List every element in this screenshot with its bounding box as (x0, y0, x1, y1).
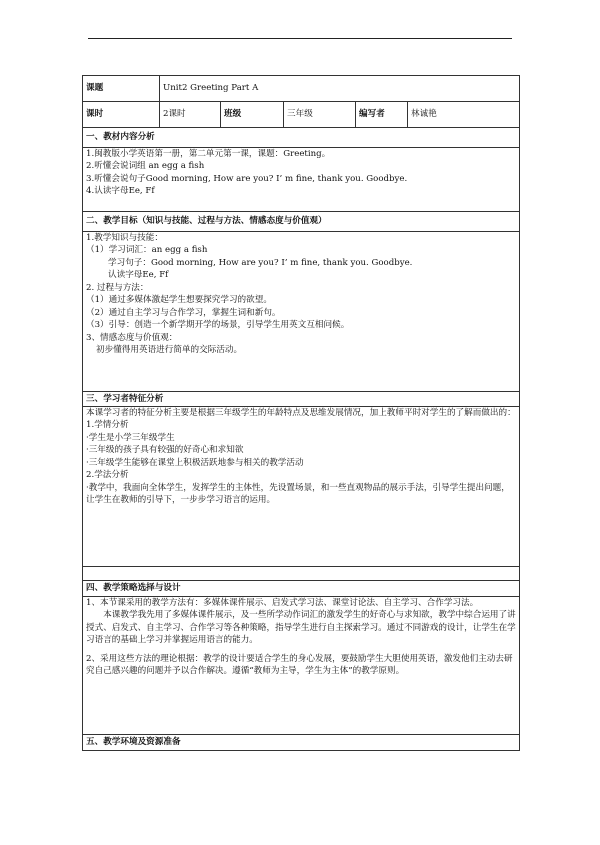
strategy-body (83, 597, 520, 735)
author-value: 林诚艳 (408, 102, 520, 128)
learners-intro: 本课学习者的特征分析主要是根据三年级学生的年龄特点及思维发展情况，加上教师平时对学生的了解而做出的： (86, 408, 516, 418)
learners-line: ·学生是小学三年级学生 (86, 432, 175, 443)
hours-value: 2课时 (160, 102, 221, 128)
learners-title: 三、学习者特征分析 (83, 392, 520, 407)
goals-line: （1）通过多媒体激起学生想要探究学习的欲望。 (86, 295, 272, 306)
goals-line: 1.教学知识与技能： (86, 233, 163, 243)
strategy-para: 1、本节课采用的教学方法有：多媒体课件展示、启发式学习法、课堂讨论法、自主学习、合作学习法。 (86, 598, 479, 608)
content-line: 1.闽教版小学英语第一册，第二单元第一课，课题：Greeting。 (86, 149, 331, 159)
learners-method: ·教学中，我面向全体学生，发挥学生的主体性，先设置场景，和一些直观物品的展示手法，引导学生提出问题，让学生在教师的引导下，一步步学习语言的运用。 (86, 482, 510, 506)
learners-line: ·三年级的孩子具有较强的好奇心和求知欲 (86, 445, 244, 456)
topic-row (83, 76, 520, 102)
goals-title: 二、教学目标（知识与技能、过程与方法、情感态度与价值观） (83, 212, 520, 232)
content-line: 4.认读字母Ee, Ff (86, 186, 155, 197)
hours-label: 课时 (83, 102, 160, 128)
topic-label: 课题 (83, 76, 160, 102)
learners-line: ·三年级学生能够在课堂上积极活跃地参与相关的教学活动 (86, 457, 304, 468)
content-analysis-title: 一、教材内容分析 (83, 128, 520, 148)
empty-row (83, 567, 520, 581)
content-analysis-body (83, 148, 520, 212)
goals-body (83, 232, 520, 392)
strategy-para: 2、采用这些方法的理论根据：教学的设计要适合学生的身心发展，要鼓励学生大胆使用英语，激发他们主动去研究自己感兴趣的问题并予以合作解决。遵循“教师为主导，学生为主体”的教学原则。 (86, 653, 513, 677)
goals-line: 认读字母Ee, Ff (108, 270, 169, 281)
goals-line: （3）引导：创造一个新学期开学的场景，引导学生用英文互相问候。 (86, 320, 350, 331)
header-rule (88, 38, 512, 39)
content-line: 3.听懂会说句子Good morning, How are you? I’ m fine, thank you. Goodbye. (86, 173, 408, 184)
author-label: 编写者 (356, 102, 408, 128)
goals-line: （2）通过自主学习与合作学习，掌握生词和新句。 (86, 307, 281, 318)
lesson-plan-table (82, 75, 520, 751)
class-label: 班级 (221, 102, 284, 128)
learners-line: 1.学情分析 (86, 420, 129, 431)
strategy-title: 四、教学策略选择与设计 (83, 581, 520, 597)
environment-title: 五、教学环境及资源准备 (83, 735, 520, 751)
goals-line: 初步懂得用英语进行简单的交际活动。 (96, 345, 243, 356)
strategy-para: 本课教学我先用了多媒体课件展示，及一些所学动作词汇的激发学生的好奇心与求知欲，教学中综合运用了讲授式、启发式、自主学习、合作学习等各种策略，指导学生进行自主探索学习。通过不同游戏的设计，让学生在学习语言的基础上学习并掌握运用语言的能力。 (86, 610, 516, 646)
goals-line: （1）学习词汇：an egg a fish (86, 245, 208, 256)
goals-line: 2. 过程与方法： (86, 282, 149, 293)
meta-row (83, 102, 520, 128)
goals-line: 学习句子：Good morning, How are you? I’ m fine, thank you. Goodbye. (108, 257, 413, 268)
topic-value: Unit2 Greeting Part A (160, 76, 520, 102)
content-line: 2.听懂会说词组 an egg a fish (86, 161, 205, 172)
learners-body (83, 407, 520, 567)
learners-line: 2.学法分析 (86, 470, 129, 481)
goals-line: 3、情感态度与价值观： (86, 332, 178, 343)
class-value: 三年级 (284, 102, 356, 128)
